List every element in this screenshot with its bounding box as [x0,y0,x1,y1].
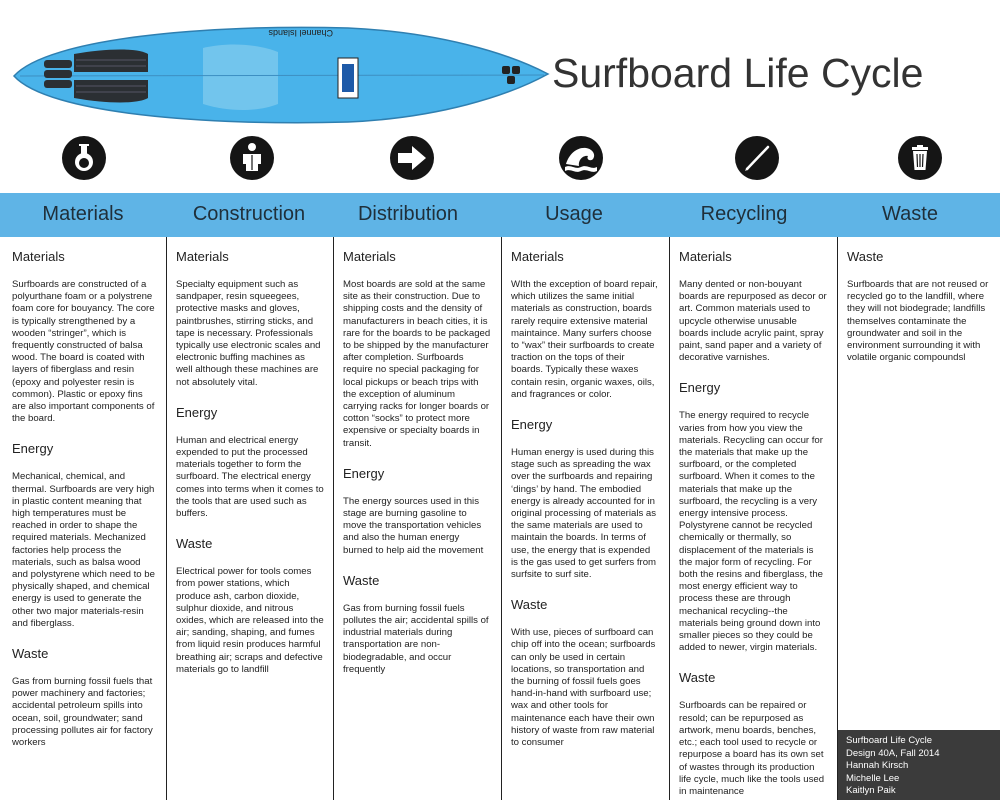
section-title: Materials [679,249,732,264]
section-title: Materials [176,249,229,264]
section-text: Gas from burning fossil fuels that power machinery and factories; accidental petroleum spills into ocean, soil, groundwater; sand processing pollutes air for factory workers [12,676,153,749]
section-title: Energy [679,380,721,396]
column-heading-construction: Construction [192,203,306,225]
column-heading-materials: Materials [42,203,124,225]
credits-author: Kaitlyn Paik [846,785,896,797]
board-brand-text: Channel Islands [268,28,333,38]
column-heading-recycling: Recycling [700,203,788,225]
surfboard-image [8,8,550,138]
section-title: Energy [176,404,218,420]
credits-author: Michelle Lee [846,772,900,784]
section-title: Energy [511,417,553,433]
section-text: Many dented or non-bouyant boards are repurposed as decor or art. Common materials used to upcycle otherwise unusable boards include acrylic paint, spray paint, sand paper and a variety of decorative varnishes. [679,279,827,364]
section-title: Waste [679,670,716,686]
section-text: Human energy is used during this stage such as spreading the wax over the surfboards and repairing ‘dings’ by hand. The embodied energy is already accounted for in original processing of materials as the same materials are used to maintain the boards. In terms of use, the energy that is expended is the gas used to get surfers from surfsite to surf site. [511,447,657,581]
section-title: Waste [343,572,380,588]
section-title: Waste [12,646,49,662]
section-text: The energy required to recycle varies from how you view the materials. Recycling can occur for the materials that make up the surfboard, or the completed surfboard. When it comes to the materials that make up the surfboard, the recycling is a very energy intensive process. Polystyrene cannot be recycled chemically or thermally, so displacement of the materials is the major form of recycling. For both the resins and fiberglass, the most energy efficient way to process these are through mechanical recycling--the materials being ground down into smaller pieces so they could be added to newer, virgin materials. [679,410,823,654]
section-title: Materials [343,249,396,264]
section-text: Surfboards are constructed of a polyurthane foam or a polystrene foam core for bouyancy. The core is typically strengthened by a wooden “stringer”, which is frequently constructed of balsa wood. The board is coated with layers of fiberglass and resin (epoxy and polyester resin is common). Plastic or epoxy fins are also important components of the board. [12,279,155,425]
person-icon [230,136,274,180]
pen-icon [735,136,779,180]
section-text: Most boards are sold at the same site as their construction. Due to shipping costs and the density of manufacturers in beach cities, it is rare for the boards to be packaged to be shipped by the manufacturer after completion. Surfboards require no special packaging for local pickups or beach trips with the exception of aluminum carrying racks for longer boards or cotton “socks” to protect more expensive or specialty boards in transit. [343,279,491,449]
section-title: Materials [511,249,564,264]
credits-box [838,730,1000,800]
section-title: Waste [511,597,548,613]
credits-title: Surfboard Life Cycle [846,735,933,746]
section-title: Materials [12,249,65,264]
section-text: With use, pieces of surfboard can chip off into the ocean; surfboards can only be used in certain locations, so transportation and the burning of fossil fuels goes hand-in-hand with surfboard use; wax and other tools for maintenance each have their own history of waste from raw material to consumer [511,627,656,749]
section-text: Gas from burning fossil fuels pollutes the air; accidental spills of industrial materials during transportation are non-biodegradable, and occur frequently [343,602,489,675]
column-heading-usage: Usage [545,203,603,225]
section-text: Human and electrical energy expended to put the processed materials together to form the surfboard. The electrical energy comes into terms when it comes to the tools that are used such as buffers. [176,434,324,520]
section-text: The energy sources used in this stage are burning gasoline to move the transportation vehicles and also the human energy burned to help aid the movement [343,495,484,556]
column-heading-waste: Waste [882,203,938,225]
wave-icon [559,136,603,180]
flask-icon [62,136,106,180]
trash-icon [898,136,942,180]
column-waste [837,237,1000,800]
section-title: Waste [176,536,213,552]
page-title: Surfboard Life Cycle [552,50,924,96]
arrow-right-icon [390,136,434,180]
column-recycling [669,237,835,800]
credits-author: Hannah Kirsch [846,760,909,772]
section-title: Energy [12,441,54,457]
section-text: Mechanical, chemical, and thermal. Surfboards are very high in plastic content meaning that high temperatures must be reached in order to shape the required materials. Mechanized factories help process the materials, such as balsa wood and polystyrene which need to be physically shaped, and chemical energy is used to generate the other two major materials-resin and fiberglass. [12,471,155,629]
section-text: WIth the exception of board repair, which utilizes the same initial materials as construction, boards rarely require extensive material maintaince. Many surfers choose to “wax” their surfboards to create traction on the tops of their boards. Typically these waxes contain resin, organic waxes, oils, and fragrances or color. [511,279,658,400]
column-usage [501,237,667,800]
section-text: Electrical power for tools comes from power stations, which produce ash, carbon dioxide, sulphur dioxide, and nitrous oxides, which are released into the air; sanding, shaping, and fumes from liquid resin produces harmful breathing air; scraps and defective materials go to landfill [176,566,324,675]
credits-course: Design 40A, Fall 2014 [846,747,940,759]
section-text: Surfboards can be repaired or resold; can be repurposed as artwork, menu boards, benches, etc.; each tool used to recycle or repurpose a board has its own set of wastes through its production life cycle, much like the tools used in maintenance [679,700,825,797]
section-title: Waste [847,249,884,264]
section-text: Specialty equipment such as sandpaper, resin squeegees, protective masks and gloves, paintbrushes, stirring sticks, and tape is necessary. Professionals typically use electronic scales and electronic buffing machines as well although these machines are not absolutely vital. [176,279,321,388]
column-distribution [333,237,499,800]
column-construction [166,237,332,800]
section-text: Surfboards that are not reused or recycled go to the landfill, where they will not biodegrade; landfills themselves contaminate the groundwater and soil in the environment surrounding it with volatile organic compoundsl [847,279,989,364]
section-title: Energy [343,465,385,481]
column-heading-distribution: Distribution [357,203,459,225]
column-materials [0,237,166,800]
